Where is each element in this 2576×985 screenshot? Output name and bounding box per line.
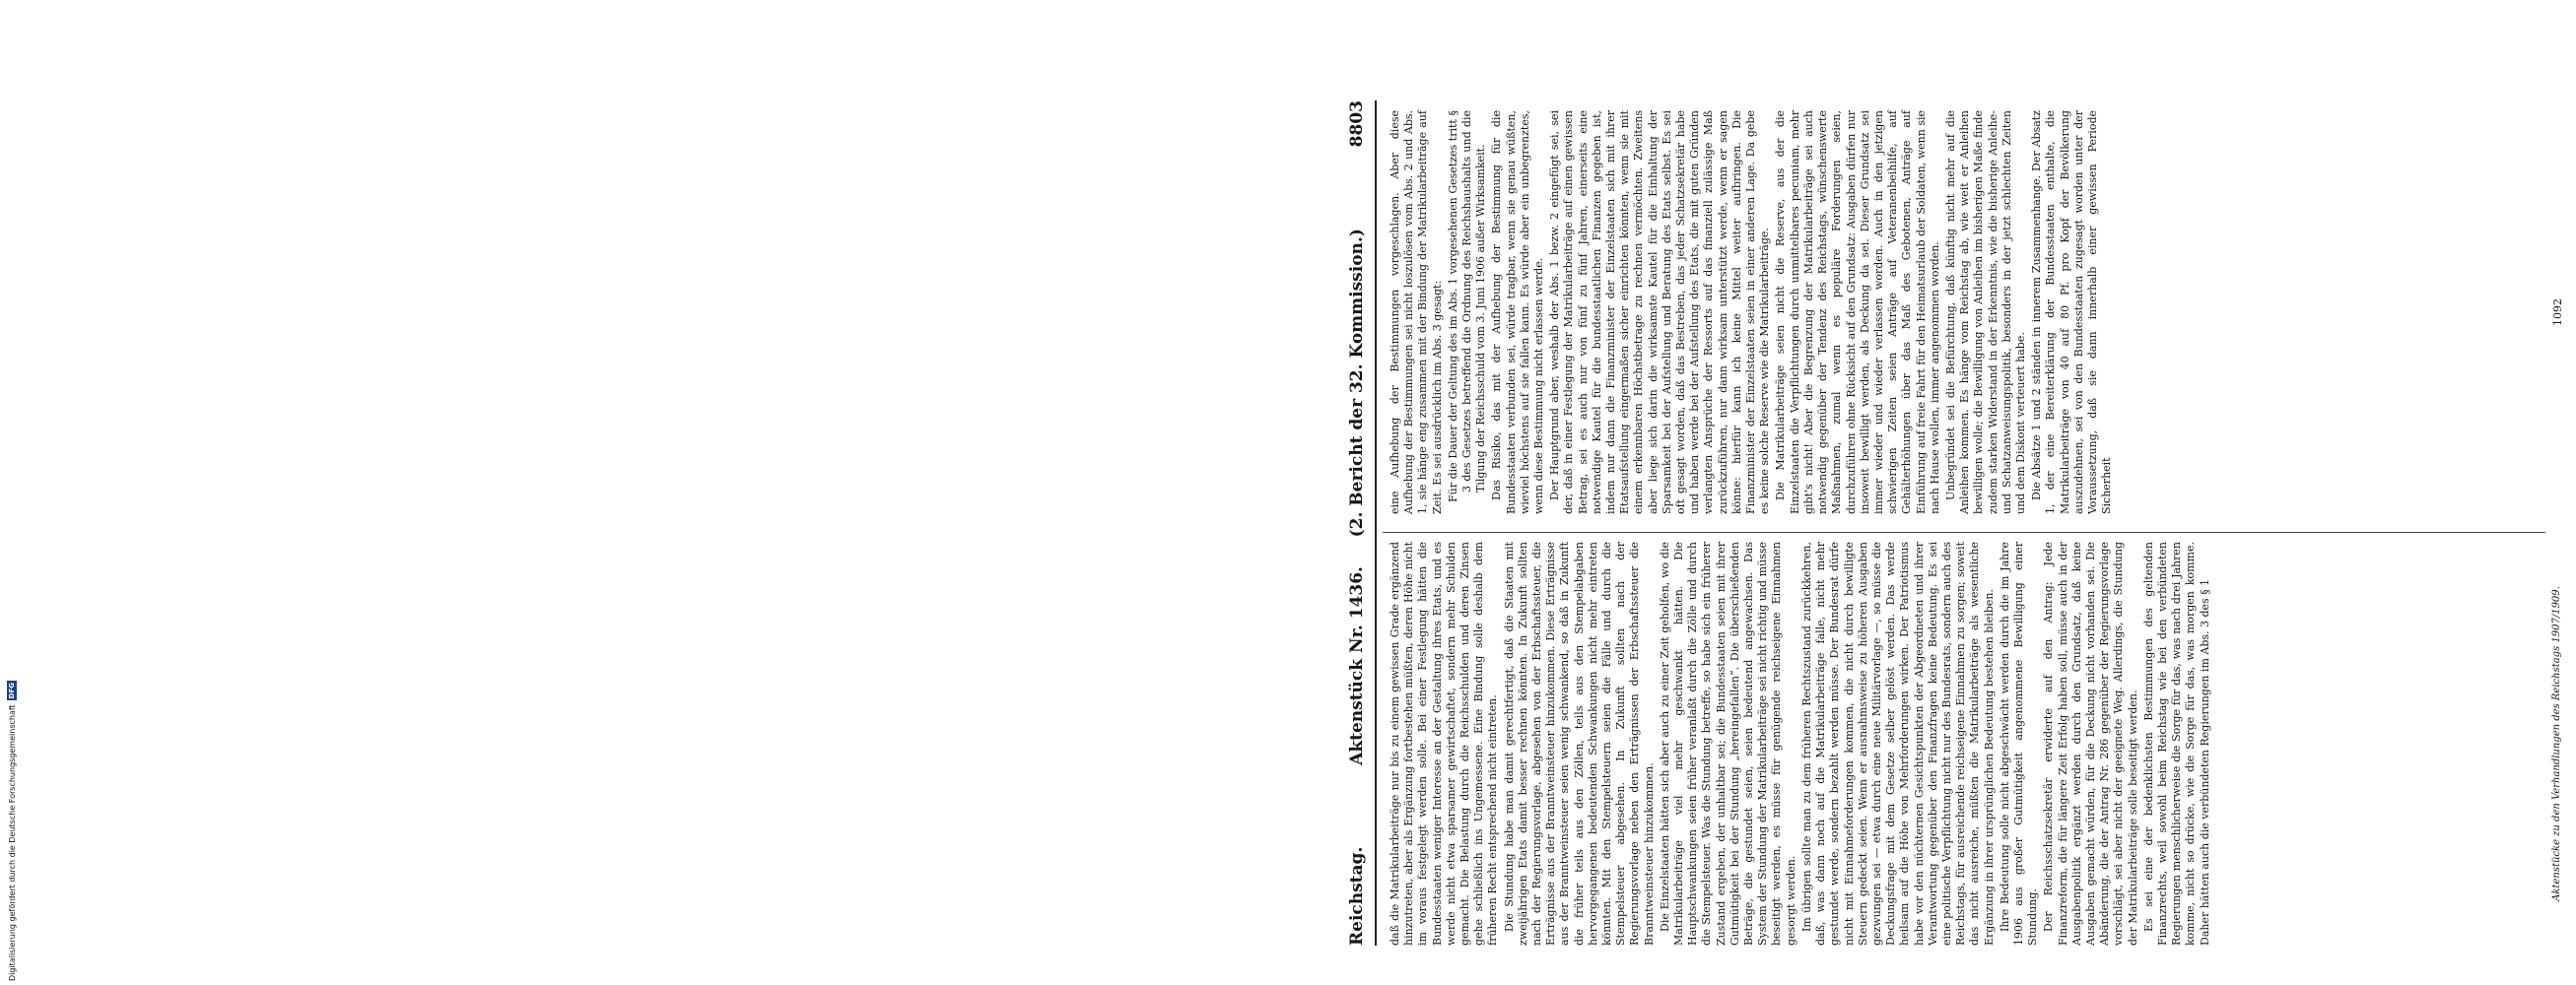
- left-paragraph-6: Der Reichsschatzsekretär erwiderte auf den Antrag: Jede Finanzreform, die für längere Zeit Erfolg haben soll, müsse auch in der Ausgabenpolitik ergänzt werden durch den Grundsatz, daß keine Ausgaben gemacht würden, für die Deckung nicht vorhanden sei. Die Abänderung, die der Antrag Nr. 286 gegenüber der Regierungsvorlage vorschlägt, sei aber nicht der geeignete Weg. Allerdings, die Stundung der Matrikularbeiträge solle beseitigt werden.: [2042, 542, 2139, 946]
- left-paragraph-5: Ihre Bedeutung solle nicht abgeschwächt werden durch die im Jahre 1906 aus großer Gutmütigkeit angenommene Bewilligung einer Stundung.: [1998, 542, 2040, 946]
- header-page-number: 8803: [1347, 100, 1367, 148]
- header-title-main: Aktenstück Nr. 1436.: [1347, 566, 1367, 765]
- digitization-note: [6, 646, 18, 981]
- right-paragraph-4: Der Hauptgrund aber, weshalb der Abs. 1 bezw. 2 eingefügt sei, sei der, daß in einer Festlegung der Matrikularbeiträge auf einen gewissen Betrag, sei es auch nur von fünf zu fünf Jahren, einerseits eine notwendige Kautel für die bundesstaatlichen Finanzen gegeben ist, indem nur dann die Finanzminister der Einzelstaaten sich mit ihrer Etatsaufstellung eingermaßen sicher einrichten könnten, wenn sie mit einem erkennbaren Höchstbetrage zu rechnen vermöchten. Zweitens aber liege sich darin die wirksamste Kautel für die Einhaltung der Sparsamkeit bei der Aufstellung und Beratung des Etats selbst. Es sei oft gesagt worden, daß das Bestreben, das jeder Schatzsekretär habe und haben werde bei der Aufstellung des Etats, die mit guten Gründen verlangten Ansprüche der Ressorts auf das finanziell zulässige Maß zurückzuführen, nur dann wirksam unterstützt werde, wenn er sagen könne: hierfür kann ich keine Mittel weiter aufbringen. Die Finanzminister der Einzelstaaten seien in einer anderen Lage. Da gebe es keine solche Reserve wie die Matrikularbeiträge.: [1548, 110, 1772, 514]
- header-subtitle: (2. Bericht der 32. Kommission.): [1347, 229, 1367, 538]
- right-paragraph-5: Die Matrikularbeiträge seien nicht die Reserve, aus der die Einzelstaaten die Verpflichtungen durch unmittelbares pecuniam, mehr gibt's nicht! Aber die Begrenzung der Matrikularbeiträge sei auch notwendig gegenüber der Tendenz des Reichstags, wünschenswerte Maßnahmen, zumal wenn es populäre Forderungen seien, durchzuführen ohne Rücksicht auf den Grundsatz: Ausgaben dürfen nur insoweit bewilligt werden, als Deckung da sei. Dieser Grundsatz sei immer wieder und wieder verlassen worden. Auch in den jetzigen schwierigen Zeiten seien Anträge auf Veteranenbeihilfe, auf Gehälterhöhungen über das Maß des Gebotenen, Anträge auf Einführung auf freie Fahrt für den Heimatsurlaub der Soldaten, wenn sie nach Hause wollen, immer angenommen worden.: [1774, 110, 1941, 514]
- header-rule: [1375, 100, 1377, 946]
- digitization-text: Digitalisierung gefördert durch die Deutsche Forschungsgemeinschaft: [7, 704, 17, 981]
- left-paragraph-4: Im übrigen sollte man zu dem früheren Rechtszustand zurückkehren, daß, was dann noch auf die Matrikularbeiträge falle, nicht mehr gestundet werde, sondern bezahlt werden müsse. Der Bundesrat dürfe nicht mit Einnahmeforderungen kommen, die nicht durch bewilligte Steuern gedeckt seien. Wenn er ausnahmsweise zu höheren Ausgaben gezwungen sei — etwa durch eine neue Militärvorlage —, so müsse die Deckungsfrage mit dem Gesetze selber gelöst werden. Das werde heilsam auf die Höhe von Mehrforderungen wirken. Der Patriotismus habe vor den nüchternen Gesichtspunkten der Abgeordneten und ihrer Verantwortung gegenüber den Finanzfragen keine Bedeutung. Es sei eine politische Verpflichtung nicht nur des Bundesrats, sondern auch des Reichstags, für ausreichende reichseigene Einnahmen zu sorgen; soweit das nicht ausreiche, müßten die Matrikularbeiträge als wesentliche Ergänzung in ihrer ursprünglichen Bedeutung bestehen bleiben.: [1799, 542, 1996, 946]
- column-divider: [1383, 532, 2545, 533]
- left-paragraph-1: daß die Matrikularbeiträge nur bis zu einem gewissen Grade ergänzend hinzutreten, aber als Ergänzung fortbestehen müßten, deren Höhe nicht im voraus festgelegt werden solle. Bei einer Festlegung hätten die Bundesstaaten weniger Interesse an der Gestaltung ihres Etats, und es werde nicht etwa sparsamer gewirtschaftet, sondern mehr Schulden gemacht. Die Belastung durch die Reichsschulden und deren Zinsen gehe schließlich ins Ungemessene. Eine Bindung solle deshalb dem früheren Recht entsprechend nicht eintreten.: [1389, 542, 1500, 946]
- dfg-logo-icon: DFG: [8, 682, 16, 699]
- footer-note: Aktenstücke zu den Verhandlungen des Reichstags 1907/1909.: [2551, 586, 2562, 901]
- footer-page-number: 1092: [2551, 298, 2564, 326]
- left-paragraph-2: Die Stundung habe man damit gerechtfertigt, daß die Staaten mit zweijährigen Etats damit besser rechnen könnten. In Zukunft sollten nach der Regierungsvorlage, abgesehen von der Erbschaftssteuer, die Erträgnisse aus der Branntweinsteuer hinzukommen. Diese Erträgnisse aus der Branntweinsteuer seien wenig schwankend, so daß in Zukunft die früher teils aus den Zöllen, teils aus den Stempelabgaben hervorgegangenen bedeutenden Schwankungen nicht mehr eintreten könnten. Mit den Stempelsteuern seien die Fälle und durch die Stempelsteuer abgesehen. In Zukunft sollten nach der Regierungsvorlage neben den Erträgnissen der Erbschaftssteuer die Branntweinsteuer hinzukommen.: [1502, 542, 1656, 946]
- header-title: [1347, 147, 1367, 846]
- page-header: [1347, 100, 1377, 946]
- left-column: [1389, 542, 2542, 946]
- right-column: [1389, 110, 2542, 514]
- header-left: Reichstag.: [1347, 846, 1367, 946]
- right-paragraph-7: Die Absätze 1 und 2 ständen in innerem Zusammenhange. Der Absatz 1, der eine Bereiterklärung der Bundesstaaten enthalte, die Matrikularbeiträge von 40 auf 80 Pf. pro Kopf der Bevölkerung auszudehnen, sei von den Bundesstaaten zugesagt worden unter der Voraussetzung, daß sie dann innerhalb einer gewissen Periode Sicherheit: [2030, 110, 2114, 514]
- rotated-page: [1312, 79, 2576, 985]
- right-paragraph-1: eine Aufhebung der Bestimmungen vorgeschlagen. Aber diese Aufhebung der Bestimmungen sei nicht loszulösen vom Abs. 2 und Abs. 1, sie hänge eng zusammen mit der Bindung der Matrikularbeiträge auf Zeit. Es sei ausdrücklich im Abs. 3 gesagt:: [1389, 110, 1444, 514]
- left-paragraph-3: Die Einzelstaaten hätten sich aber auch zu einer Zeit geholfen, wo die Matrikularbeiträge viel mehr geschwankt hätten. Die Hauptschwankungen seien früher veranlaßt durch die Zölle und durch die Stempelsteuer. Was die Stundung betreffe, so habe sich ein früherer Zustand ergeben, der unhaltbar sei; die Bundesstaaten seien mit ihrer Gutmütigkeit bei der Stundung „hereingefallen“. Die überschießenden Beträge, die gestundet seien, seien bedeutend angewachsen. Das System der Stundung der Matrikularbeiträge sei nicht richtig und müsse beseitigt werden, es müsse für genügende reichseigene Einnahmen gesorgt werden.: [1658, 542, 1797, 946]
- right-paragraph-3: Das Risiko, das mit der Aufhebung der Bestimmung für die Bundesstaaten verbunden sei, würde tragbar, wenn sie genau wüßten, wieviel höchstens auf sie fallen kann. Es würde aber ein unbegrenztes, wenn diese Bestimmung nicht erlassen werde.: [1490, 110, 1546, 514]
- right-paragraph-6: Unbegründet sei die Befürchtung, daß künftig nicht mehr auf die Anleihen kommen. Es hänge vom Reichstag ab, wie weit er Anleihen bewilligen wolle; die Bewilligung von Anleihen im bisherigen Maße finde zudem starken Widerstand in der Erkenntnis, wie die bisherige Anleihe- und Schatzanweisungspolitik, besonders in der jetzt schlechten Zeiten und dem Diskont verteuert habe.: [1943, 110, 2027, 514]
- right-quote: Für die Dauer der Geltung des im Abs. 1 vorgesehenen Gesetzes tritt § 3 des Gesetzes betreffend die Ordnung des Reichshaushalts und die Tilgung der Reichsschuld vom 3. Juni 1906 außer Wirksamkeit.: [1446, 110, 1488, 502]
- left-paragraph-7: Es sei eine der bedenklichsten Bestimmungen des geltenden Finanzrechts, weil sowohl beim Reichstag wie bei den verbündeten Regierungen menschlicherweise die Sorge für das, was nach drei Jahren komme, nicht so drücke, wie die Sorge für das, was morgen komme. Daher hätten auch die verbündeten Regierungen im Abs. 3 des § 1: [2141, 542, 2211, 946]
